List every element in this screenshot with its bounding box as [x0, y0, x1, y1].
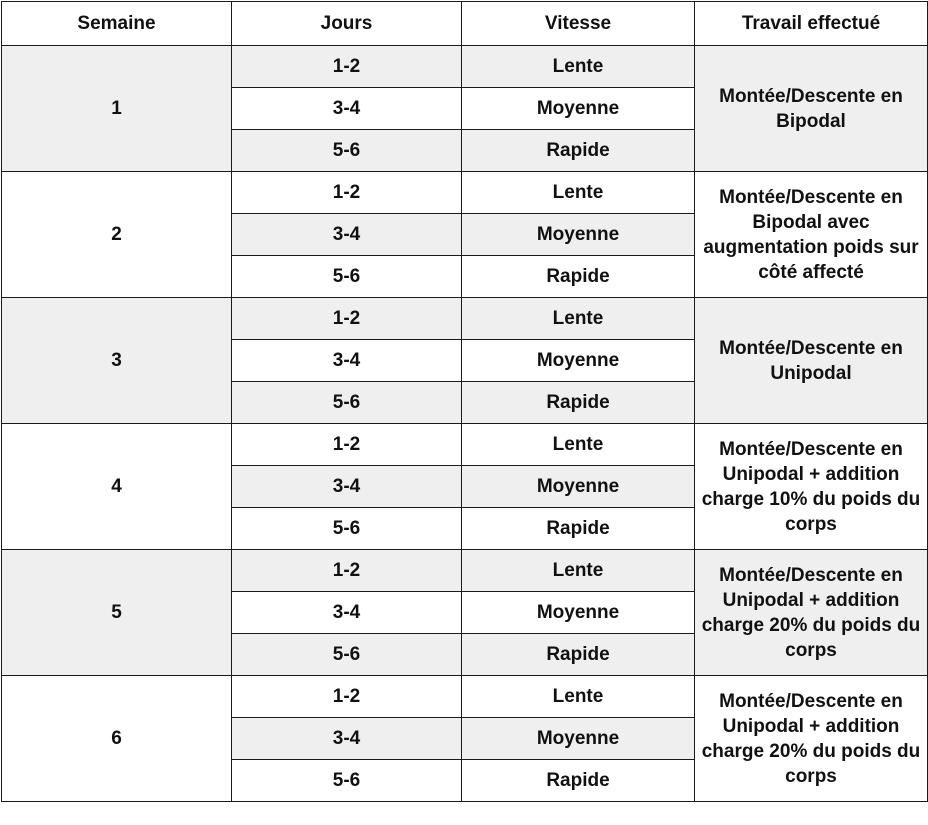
speed-cell: Moyenne — [462, 340, 695, 382]
week-cell: 4 — [2, 424, 232, 550]
days-cell: 1-2 — [232, 172, 462, 214]
speed-cell: Lente — [462, 550, 695, 592]
header-week: Semaine — [2, 2, 232, 46]
days-cell: 3-4 — [232, 88, 462, 130]
week-cell: 6 — [2, 676, 232, 802]
days-cell: 3-4 — [232, 592, 462, 634]
days-cell: 1-2 — [232, 676, 462, 718]
speed-cell: Lente — [462, 676, 695, 718]
table-row — [2, 676, 928, 718]
days-cell: 3-4 — [232, 214, 462, 256]
days-cell: 5-6 — [232, 382, 462, 424]
week-cell: 1 — [2, 46, 232, 172]
work-cell: Montée/Descente en Bipodal — [695, 46, 928, 172]
speed-cell: Rapide — [462, 130, 695, 172]
speed-cell: Rapide — [462, 382, 695, 424]
days-cell: 5-6 — [232, 634, 462, 676]
speed-cell: Rapide — [462, 508, 695, 550]
work-cell: Montée/Descente en Unipodal + addition charge 10% du poids du corps — [695, 424, 928, 550]
speed-cell: Rapide — [462, 634, 695, 676]
header-work: Travail effectué — [695, 2, 928, 46]
days-cell: 3-4 — [232, 466, 462, 508]
table-row — [2, 172, 928, 214]
work-cell: Montée/Descente en Bipodal avec augmentation poids sur côté affecté — [695, 172, 928, 298]
table-row — [2, 298, 928, 340]
days-cell: 5-6 — [232, 256, 462, 298]
days-cell: 5-6 — [232, 760, 462, 802]
days-cell: 5-6 — [232, 508, 462, 550]
speed-cell: Lente — [462, 424, 695, 466]
training-schedule-table — [1, 1, 928, 802]
speed-cell: Moyenne — [462, 88, 695, 130]
table-row — [2, 424, 928, 466]
speed-cell: Lente — [462, 298, 695, 340]
speed-cell: Lente — [462, 172, 695, 214]
speed-cell: Moyenne — [462, 214, 695, 256]
days-cell: 1-2 — [232, 298, 462, 340]
days-cell: 1-2 — [232, 550, 462, 592]
speed-cell: Moyenne — [462, 592, 695, 634]
days-cell: 3-4 — [232, 340, 462, 382]
header-speed: Vitesse — [462, 2, 695, 46]
speed-cell: Rapide — [462, 760, 695, 802]
week-cell: 3 — [2, 298, 232, 424]
week-cell: 2 — [2, 172, 232, 298]
days-cell: 3-4 — [232, 718, 462, 760]
header-days: Jours — [232, 2, 462, 46]
speed-cell: Moyenne — [462, 718, 695, 760]
table-row — [2, 46, 928, 88]
days-cell: 5-6 — [232, 130, 462, 172]
table-row — [2, 550, 928, 592]
work-cell: Montée/Descente en Unipodal + addition charge 20% du poids du corps — [695, 676, 928, 802]
days-cell: 1-2 — [232, 424, 462, 466]
speed-cell: Moyenne — [462, 466, 695, 508]
speed-cell: Lente — [462, 46, 695, 88]
work-cell: Montée/Descente en Unipodal + addition charge 20% du poids du corps — [695, 550, 928, 676]
speed-cell: Rapide — [462, 256, 695, 298]
work-cell: Montée/Descente en Unipodal — [695, 298, 928, 424]
days-cell: 1-2 — [232, 46, 462, 88]
week-cell: 5 — [2, 550, 232, 676]
header-row — [2, 2, 928, 46]
